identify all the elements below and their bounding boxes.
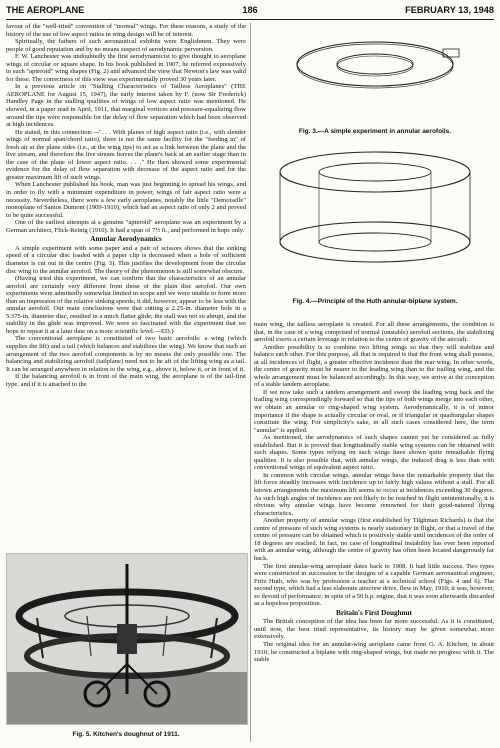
page-number: 186 [242,5,258,15]
paragraph: Another property of annular wings (first established by Tilghman Richards) is that the centre of pressure of such wing systems is nearly stationary in flight, or that a travel of the centre of pressure can be obtained which is positively stable until incidences of the order of 18 degrees are reached. In fact, no case of longitudinal instability has ever been reported with an annular wing, although the centre of gravity has often been located dangerously far back. [254,517,494,562]
section-heading-annular: Annular Aerodynamics [90,235,162,244]
paragraph: The first annular-wing aeroplane dates back to 1908. It had little success. Two types were constructed in succession to the designs of a capable German aeronautical engineer, Fritz Huth, who was by profession a teacher at a technical school (Figs. 4 and 6). The second type, which had a less elaborate airscrew drive, flew in May, 1910; it was, however, so devoid of performance, in spite of a 50 h.p. engine, that it was soon afterwards discarded as a hopeless proposition. [254,562,494,608]
paragraph: (Having tried this experiment, we can confirm that the characteristics of an annular aerofoil are certainly very different from those of the plain disc aerofoil. Our own experiments were admittedly somewhat limited in scope and we were unable to form more than an impression of the relative sinking speeds; it did, however, appear to be less with the annular aerofoil. Our main conclusions were that cutting a 2.25-in. diameter hole in a 5.375-in. diameter disc, resulted in a much flatter glide; the stall was not so abrupt, and the stability in the glide was improved. We were so fascinated with the experiment that we hope to repeat it at a later date on a more scientific level.—ED.) [6,275,246,335]
paragraph: The conventional aeroplane is constituted of two basic aerofoils: a wing (which supplies the lift) and a tail (which balances and stabilizes the wing). We know that such an arrangement of the two aerofoil components is by no means the only possible one. The balancing and stabilizing aerofoil (tailplane) need not to be aft of the lifting wing as a tail. It can be arranged anywhere in relation to the wing, e.g., above it, below it, or in front of it. [6,335,246,373]
fig5-caption: Fig. 5. Kitchen's doughnut of 1911. [72,731,180,738]
fig3-annular-aerofoil-drawing [255,24,495,124]
paragraph: In common with circular wings, annular wings have the remarkable property that the lift force steadily increases with incidence up to fairly high values without a stall. For all known arrangements the maximum lift seems to occur at incidences exceeding 30 degrees. As such high angles of incidence are not likely to be reached in flight unintentionally, it is obvious why annular wings have become renowned for their good-natured flying characteristics. [254,471,494,517]
issue-date: FEBRUARY 13, 1948 [405,5,494,15]
paragraph: The British conception of the idea has been far more successful. As it is constituted, until now, the best tried representative, its history may be given somewhat more extensively. [254,618,494,641]
paragraph: main wing, the tailless aeroplane is created. For all these arrangements, the condition is that, in the case of a wing comprised of normal (unstable) aerofoil sections, the stabilizing aerofoil exerts a certain leverage in relation to the centre of gravity of the aircraft. [254,321,494,344]
paragraph: favour of the "well-tried" convention of "normal" wings. For these reasons, a study of the history of the use of low aspect ratios in wing design will be of interest. [6,23,246,38]
paragraph: Spiritually, the fathers of such aeronautical exhibits were Englishmen. They were people of good reputation and by no means suspect of aerodynamic perversion. [6,38,246,53]
paragraph: If we now take such a tandem arrangement and sweep the leading wing back and the trailing wing correspondingly forward so that the tips of both wings merge into each other, we obtain an annular or ring-shaped wing system. Aerodynamically, it is of minor importance if the shape is actually circular or oval, or if triangular or quadrangular shapes constitute the wing. For simplicity's sake, in all such cases considered here, the term "annular" is applied. [254,388,494,434]
paragraph: A simple experiment with some paper and a pair of scissors shows that the sinking speed of a circular disc loaded with a paper clip is decreased when a hole of sufficient diameter is cut out in the centre (Fig. 3). This justifies the development from the circular disc wing to the annular aerofoil. The theory of the phenomenon is still somewhat obscure. [6,244,246,275]
paragraph: F. W. Lanchester was undoubtedly the first aerodynamicist to give thought to aeroplane wings of circular or square shape. In his book published in 1907, he referred expressively to such "apteroid" wing shapes (Fig. 2) and advanced the view that Newton's law was valid for these. The correctness of this view was experimentally proved 30 years later. [6,53,246,83]
column-divider [250,23,251,742]
fig4-huth-biplane-drawing [255,142,495,277]
paragraph: In a previous article on "Stalling Characteristics of Tailless Aeroplanes" (THE AEROPLANE for August 15, 1947), the early interest taken by F. (now Sir Frederick) Handley Page in the stalling qualities of wings of low aspect ratio was mentioned. He showed, in a paper read in April, 1911, that marginal vortices and pressure-equalizing flow around the tips were responsible for the delay of flow separation which had been observed at high incidences. [6,83,246,129]
fig3-caption: Fig. 3.—A simple experiment in annular aerofoils. [298,128,452,135]
paragraph: The original idea for an annular-wing aeroplane came from G. A. Kitchen, in about 1910; he constructed a biplane with ring-shaped wings, but made no progress with it. The stable [254,640,494,664]
section-heading-doughnut: Britain's First Doughnut [336,608,412,617]
paragraph: One of the earliest attempts at a genuine "apteroid" aeroplane was an experiment by a German architect, Flick-Reinig (1910). It had a span of 7½ ft., and performed in hops only. [6,219,246,234]
paragraph: When Lanchester published his book, man was just beginning to spread his wings, and in order to fly with a minimum expenditure in power, wings of fair aspect ratio were a necessity. Nevertheless, there were a few early aeroplanes, notably the little "Demoiselle" monoplane of Santos Dumont (1909-1910), which had an aspect ratio of only 2 and proved to be quite successful. [6,181,246,219]
fig5-photo [6,553,248,725]
paragraph: Another possibility is to combine two lifting wings so that they will stabilize and balance each other. For this purpose, all that is required is that the front wing shall possess, at all incidences of flight, a greater effective incidence than the rear wing. In other words, the centre of gravity must be nearer to the leading wing than to the trailing wing, and the whole arrangement must be balanced accordingly. In this way, we arrive at the conception of a stable tandem aeroplane. [254,343,494,389]
column-right [254,321,494,664]
column-left [6,23,246,388]
page-header [6,5,494,19]
header-rule [6,19,494,20]
publication-title: THE AEROPLANE [6,5,85,15]
paragraph: He stated, in this connection:—". . . With planes of high aspect ratio (i.e., with slender wings of normal span/chord ratio), there is not the same facility for the "feeding in" of fresh air at the plane sides (i.e., at the wing tips) to act as a link between the plane and the live stream, and therefore the live stream leaves the plane's back at an earlier stage than in the case of the plane of lower aspect ratio. . . ." He then showed some experimental evidence for the delay of flow separation with decrease of the aspect ratio and for the greater maximum lift of such wings. [6,128,246,181]
fig4-caption: Fig. 4.—Principle of the Huth annular-biplane system. [292,298,458,305]
kitchen-doughnut-aircraft-image [7,554,247,724]
paragraph: As mentioned, the aerodynamics of such shapes cannot yet be considered as fully established. But it is proved that longitudinally stable wing systems can be obtained with such shapes. Some types relying on such wings have shown quite remarkable flying qualities. It is also possible that, with annular wings, the induced drag is less than with conventional wings of equivalent aspect ratio. [254,434,494,472]
paragraph: If the balancing aerofoil is in front of the main wing, the aeroplane is of the tail-first type, and if it is attached to the [6,373,246,388]
